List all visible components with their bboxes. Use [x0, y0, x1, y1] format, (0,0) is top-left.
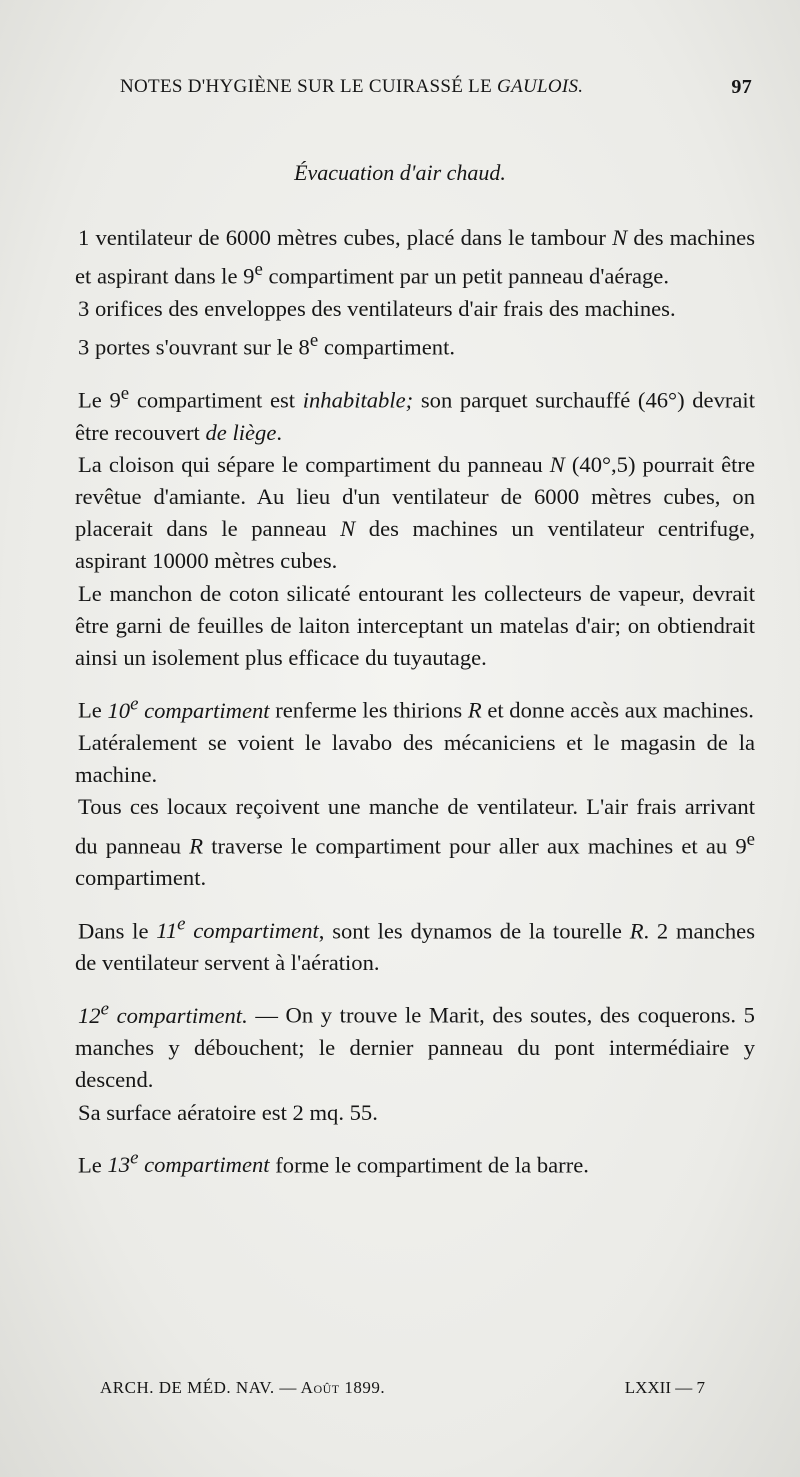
paragraph: Dans le 11e compartiment, sont les dynamos de la tourelle R. 2 manches de ventilateur servent à l'aération.: [75, 913, 755, 976]
section-title: Évacuation d'air chaud.: [294, 160, 506, 185]
running-title: NOTES D'HYGIÈNE SUR LE CUIRASSÉ LE GAULOIS.: [120, 76, 584, 97]
body-text: [75, 222, 755, 1182]
paragraph: Le 9e compartiment est inhabitable; son parquet surchauffé (46°) devrait être recouvert de liège.: [75, 382, 755, 445]
page-footer: [100, 1378, 705, 1404]
paragraph: 1 ventilateur de 6000 mètres cubes, placé dans le tambour N des machines et aspirant dans le 9e compartiment par un petit panneau d'aérage.: [75, 225, 755, 289]
paragraph: Le 10e compartiment renferme les thirions R et donne accès aux machines.: [78, 693, 754, 723]
paragraph: Latéralement se voient le lavabo des mécaniciens et le magasin de la machine.: [75, 729, 755, 788]
paragraph: Le manchon de coton silicaté entourant les collecteurs de vapeur, devrait être garni de feuilles de laiton interceptant un matelas d'air; on obtiendrait ainsi un isolement plus efficace du tuyautage.: [75, 580, 755, 671]
paragraph: 12e compartiment. — On y trouve le Marit, des soutes, des coquerons. 5 manches y débouchent; le dernier panneau du pont intermédiaire y descend.: [75, 998, 755, 1093]
footer-journal: ARCH. DE MÉD. NAV. — Août 1899.: [100, 1378, 386, 1397]
paragraph: Tous ces locaux reçoivent une manche de ventilateur. L'air frais arrivant du panneau R traverse le compartiment pour aller aux machines et au 9e compartiment.: [75, 794, 755, 891]
ship-name: GAULOIS.: [497, 76, 584, 97]
paragraph: Le 13e compartiment forme le compartiment de la barre.: [78, 1147, 589, 1178]
paragraph: Sa surface aératoire est 2 mq. 55.: [78, 1099, 378, 1125]
paragraph: 3 orifices des enveloppes des ventilateurs d'air frais des machines.: [78, 295, 676, 321]
page-number: 97: [731, 76, 752, 98]
running-header: [80, 76, 752, 106]
paragraph: La cloison qui sépare le compartiment du panneau N (40°,5) pourrait être revêtue d'amiante. Au lieu d'un ventilateur de 6000 mètres cubes, on placerait dans le panneau N des machines un ventilateur centrifuge, aspirant 10000 mètres cubes.: [75, 451, 755, 574]
footer-signature: LXXII — 7: [624, 1378, 705, 1397]
paragraph: 3 portes s'ouvrant sur le 8e compartiment.: [78, 330, 455, 360]
